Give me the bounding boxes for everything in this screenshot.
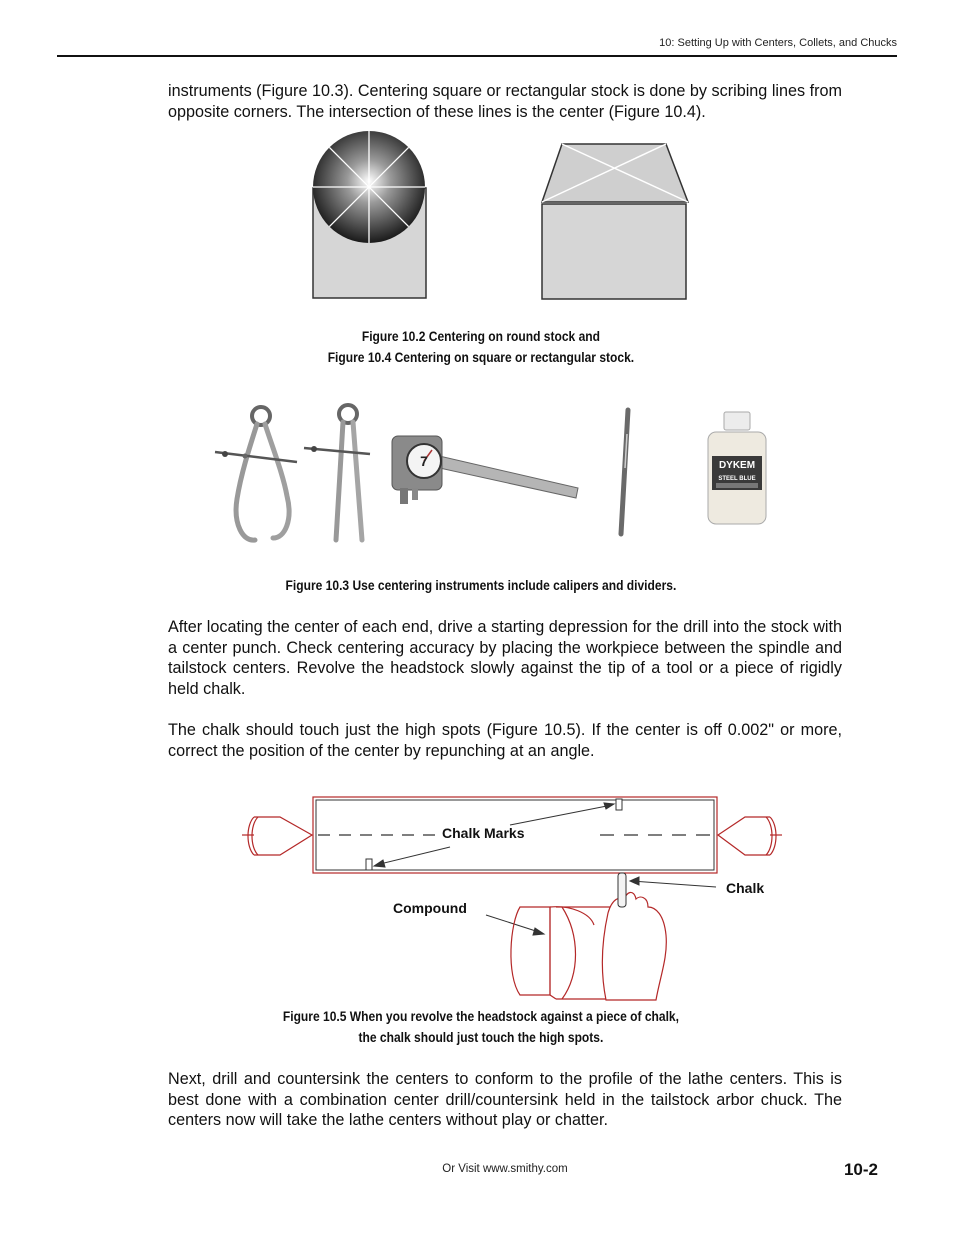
figure-10-2-caption-line1: Figure 10.2 Centering on round stock and <box>361 328 601 344</box>
drill-paragraph: Next, drill and countersink the centers to conform to the profile of the lathe centers. This is best done with a combination center drill/countersink held in the tailstock arbor chuck. The centers now will take the lathe centers without play or chatter. <box>168 1070 842 1129</box>
locating-paragraph: After locating the center of each end, drive a starting depression for the drill into the stock with a center punch. Check centering accuracy by placing the workpiece between the spindle and tailstock centers. Revolve the headstock slowly against the tip of a tool or a piece of rigidly held chalk. <box>168 618 842 698</box>
scriber-figure <box>612 406 636 538</box>
dial-number: 7 <box>420 453 428 469</box>
chalk-test-diagram <box>240 795 785 1005</box>
square-stock-figure <box>540 140 690 302</box>
chalk-label: Chalk <box>726 880 765 896</box>
figure-10-5-caption-line2: the chalk should just touch the high spots. <box>358 1029 604 1045</box>
page-number: 10-2 <box>843 1160 878 1179</box>
figure-10-5-caption-line1: Figure 10.5 When you revolve the headstock against a piece of chalk, <box>282 1008 679 1024</box>
chapter-header: 10: Setting Up with Centers, Collets, and Chucks <box>659 37 897 49</box>
outside-calipers-figure <box>213 404 303 546</box>
intro-paragraph: instruments (Figure 10.3). Centering square or rectangular stock is done by scribing lines from opposite corners. The intersection of these lines is the center (Figure 10.4). <box>168 82 842 121</box>
figure-10-2-caption <box>71 326 891 368</box>
compound-label: Compound <box>393 900 467 916</box>
bottle-brand: DYKEM <box>718 460 756 471</box>
figure-10-3-caption: Figure 10.3 Use centering instruments include calipers and dividers. <box>285 577 677 593</box>
figure-10-2-caption-line2: Figure 10.4 Centering on square or rectangular stock. <box>327 349 635 365</box>
header-rule <box>57 55 897 57</box>
layout-fluid-bottle-figure <box>704 410 770 528</box>
footer-website-link[interactable]: Or Visit www.smithy.com <box>442 1163 568 1175</box>
dial-caliper-figure <box>386 428 586 506</box>
bottle-subtitle: STEEL BLUE <box>718 476 756 482</box>
figure-10-5-caption <box>71 1006 891 1048</box>
chalk-marks-label: Chalk Marks <box>442 825 525 841</box>
chalk-paragraph: The chalk should touch just the high spots (Figure 10.5). If the center is off 0.002" or more, correct the position of the center by repunching at an angle. <box>168 721 842 760</box>
dividers-figure <box>300 402 372 544</box>
round-stock-figure <box>310 138 430 303</box>
